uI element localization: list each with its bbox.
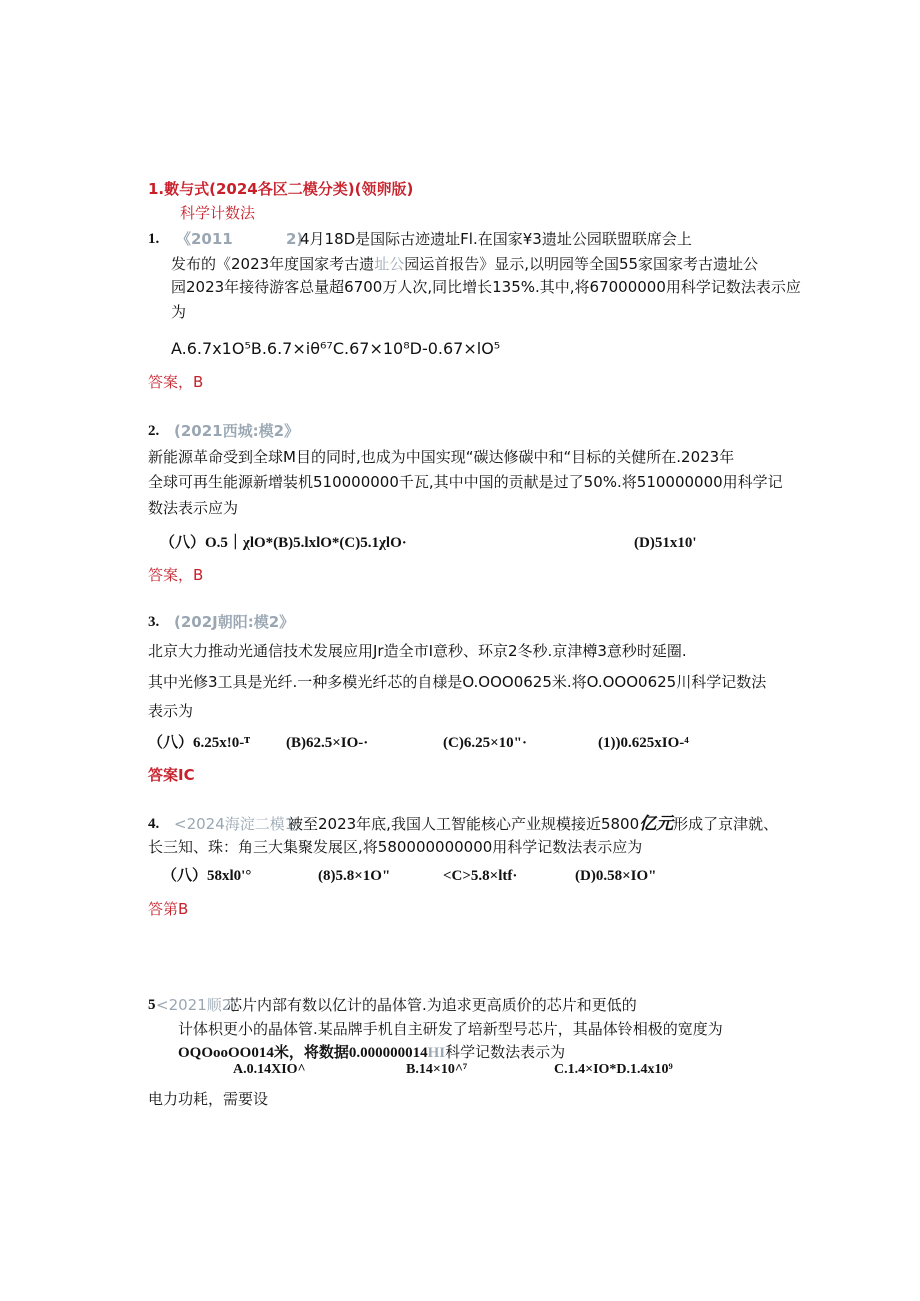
answer-option: (C)6.25×10"· xyxy=(443,735,527,751)
question-source: <2024海淀二模1) xyxy=(174,815,301,833)
question-text: 长三知、珠：角三大集聚发展区,将580000000000用科学记数法表示应为 xyxy=(148,838,643,856)
question-text: 全球可再生能源新增装机510000000千瓦,其中中国的贡献是过了50%.将510000000用科学记 xyxy=(148,473,783,491)
question-text xyxy=(171,254,758,274)
answer-option: <C>5.8×ltf· xyxy=(443,868,518,884)
question-text: 表示为 xyxy=(148,702,194,720)
question-text: 其中光修3工具是光纤.一种多模光纤芯的自様是O.OOO0625米.将O.OOO0625川科学记数法 xyxy=(148,673,767,691)
answer-option: (B)62.5×IO-· xyxy=(286,735,369,751)
answer-option: （八）58xl0'° xyxy=(162,868,252,884)
question-source: 《2011 xyxy=(176,230,233,248)
question-text-fragment: 址公 xyxy=(374,255,405,273)
answer-option: C.1.4×IO*D.1.4x10⁹ xyxy=(554,1062,673,1077)
answer-option: (D)51x10' xyxy=(634,535,697,551)
answer-option: （八）6.25x!0-ᵀ xyxy=(148,735,251,751)
answer-option: (1))0.625xIO-⁴ xyxy=(598,735,689,751)
question-text-fragment: 园运首报告》显示,以明园等全国55家国家考古遗址公 xyxy=(404,255,759,273)
answer-text: 答案，B xyxy=(148,566,204,584)
question-text: 4月18D是国际古迹遗址Fl.在国家¥3遗址公园联盟联席会上 xyxy=(300,230,692,248)
question-text: 计体枳更小的晶体管.某品牌手机自主研发了培新型号芯片，其晶体铃相极的宽度为 xyxy=(178,1020,723,1038)
question-number: 1. xyxy=(148,231,160,247)
answer-text: 答案IC xyxy=(148,766,195,784)
question-number: 2. xyxy=(148,423,160,439)
question-text: 为 xyxy=(171,303,187,321)
question-text xyxy=(288,814,778,834)
question-text-fragment: 亿元 xyxy=(639,814,674,833)
question-text-fragment: OQOooOO014米，将数据0.000000014 xyxy=(178,1045,428,1061)
question-text-fragment: 形成了京津就、 xyxy=(673,815,779,833)
question-text: 新能源革命受到全球M目的同时,也成为中国实现“碳达修碳中和“目标的关健所在.2023年 xyxy=(148,448,735,466)
answer-text: 答案，B xyxy=(148,373,204,391)
answer-text: 答第B xyxy=(148,900,189,918)
question-source: 2) xyxy=(286,230,304,248)
question-source: <2021顺2) xyxy=(156,996,238,1014)
section-title: 科学计数法 xyxy=(180,204,256,222)
question-text: 数法表示应为 xyxy=(148,499,239,517)
question-number: 5 xyxy=(148,997,156,1013)
answer-option: A.0.14XIO^ xyxy=(233,1062,306,1077)
question-text: 电力功耗，需要设 xyxy=(148,1090,269,1108)
question-text: 北京大力推动光通信技术发展应用Jr造全市I意秒、环京2冬秒.京津樽3意秒时延圈. xyxy=(148,642,687,660)
answer-option: B.14×10^⁷ xyxy=(406,1062,468,1077)
answer-options: A.6.7x1O⁵B.6.7×iθ⁶⁷C.67×10⁸D-0.67×lO⁵ xyxy=(171,339,501,358)
answer-option: （八）O.5｜χlO*(B)5.lxlO*(C)5.1χlO· xyxy=(160,535,407,551)
question-source: (2021西城:模2》 xyxy=(174,422,300,440)
question-number: 4. xyxy=(148,816,160,832)
question-text-fragment: 科学记数法表示为 xyxy=(445,1043,566,1061)
answer-option: (8)5.8×1O" xyxy=(318,868,391,884)
question-text: 芯片内部有数以亿计的晶体管.为追求更高质价的芯片和更低的 xyxy=(227,996,637,1014)
document-title: 1.數与式(2024各区二模分类)(领卵版) xyxy=(148,180,414,198)
question-text-fragment: HI xyxy=(427,1045,446,1061)
question-source: (202J朝阳:模2》 xyxy=(174,613,295,631)
question-text-fragment: 发布的《2023年度国家考古遗 xyxy=(171,255,375,273)
question-text: 园2023年接待游客总量超6700万人次,同比增长135%.其中,将67000000用科学记数法表示应 xyxy=(171,278,801,296)
answer-option: (D)0.58×IO" xyxy=(575,868,657,884)
question-number: 3. xyxy=(148,614,160,630)
question-text-fragment: 被至2023年底,我国人工智能核心产业规模接近5800 xyxy=(288,815,640,833)
